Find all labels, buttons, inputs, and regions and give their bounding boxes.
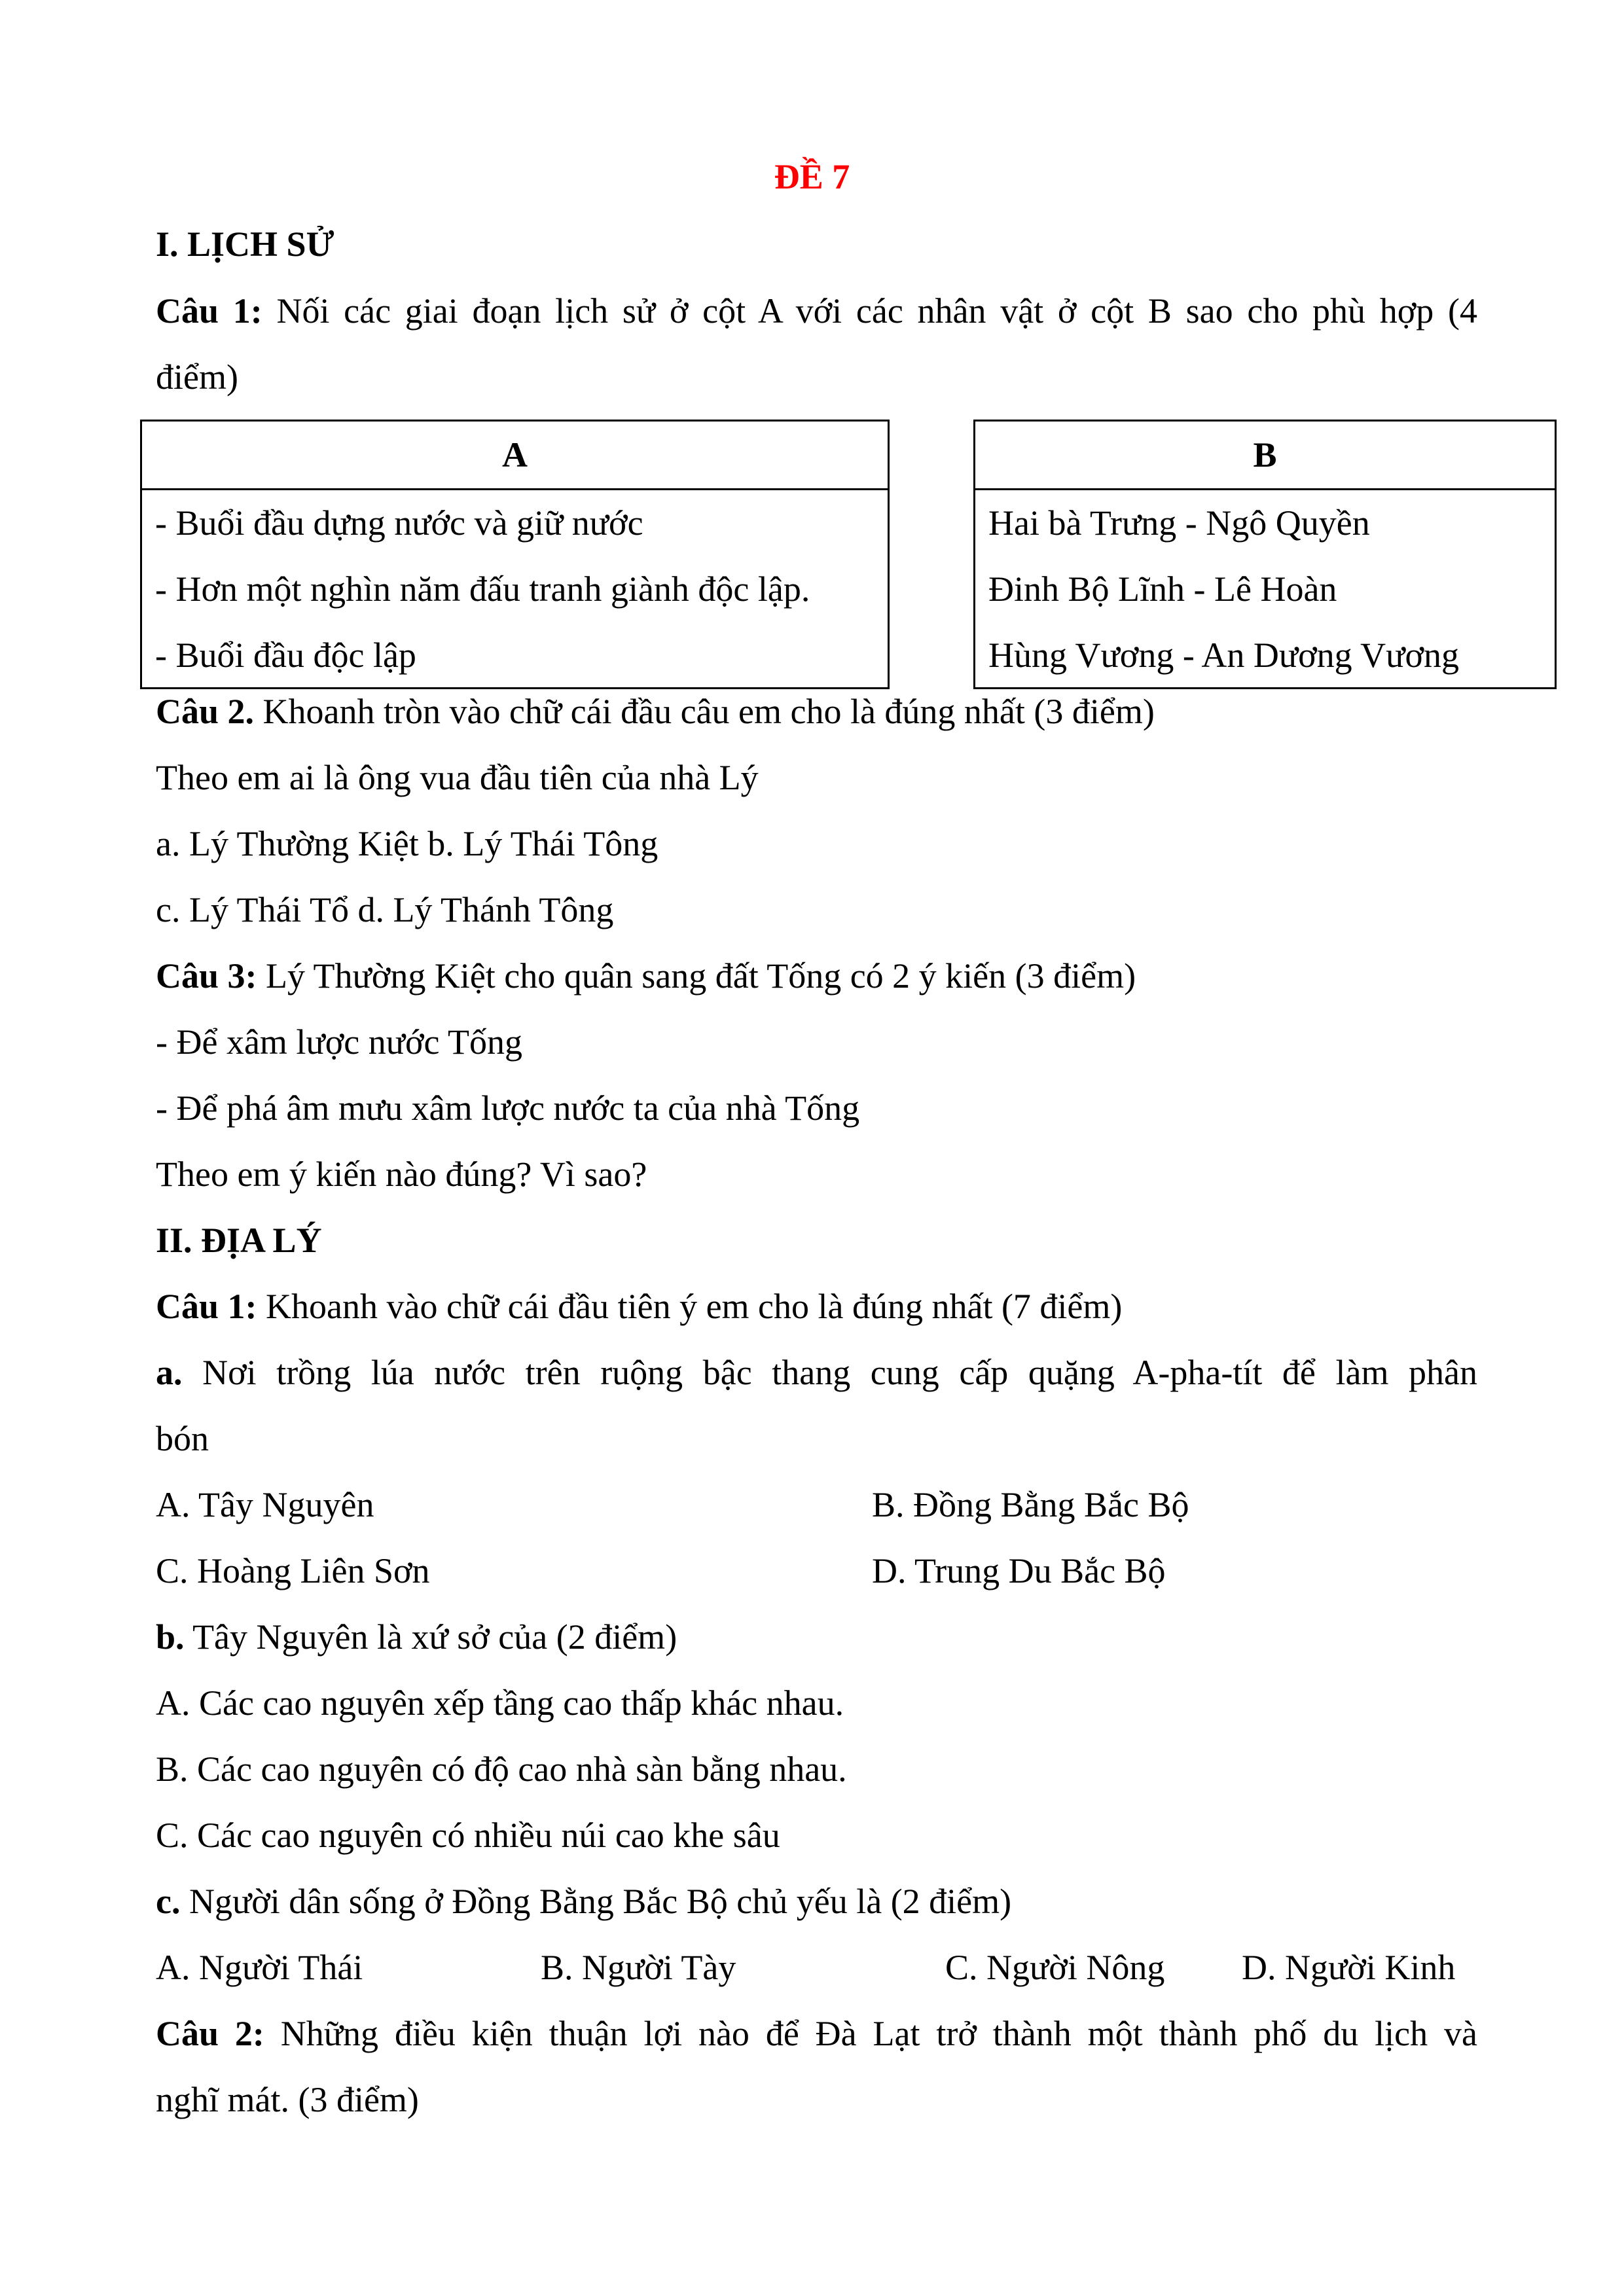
table-b-row: Hùng Vương - An Dương Vương: [988, 636, 1460, 675]
s1-q2-question: Theo em ai là ông vua đầu tiên của nhà Lý: [156, 758, 759, 797]
table-b-row: Đinh Bộ Lĩnh - Lê Hoàn: [988, 569, 1337, 609]
section-2-heading: [156, 1208, 1477, 1274]
question-text: Những điều kiện thuận lợi nào để Đà Lạt trở thành một thành phố du lịch và: [264, 2014, 1477, 2053]
table-a-header: A: [142, 422, 888, 490]
s2-q1a-line2: bón: [156, 1419, 209, 1458]
section-1-heading: [156, 211, 1477, 278]
question-label: c.: [156, 1882, 181, 1921]
s1-q1-line2: điểm): [156, 357, 238, 397]
question-label: b.: [156, 1617, 185, 1657]
table-column-a: [140, 420, 890, 689]
option: C. Hoàng Liên Sơn: [156, 1551, 430, 1590]
s1-q2-options: a. Lý Thường Kiệt b. Lý Thái Tông: [156, 824, 659, 863]
option: C. Các cao nguyên có nhiều núi cao khe sâu: [156, 1816, 780, 1855]
question-text: Khoanh vào chữ cái đầu tiên ý em cho là đúng nhất (7 điểm): [257, 1287, 1123, 1326]
s2-q1c: [156, 1869, 1477, 1935]
table-a-row: - Hơn một nghìn năm đấu tranh giành độc lập.: [155, 569, 810, 609]
option: A. Người Thái: [156, 1948, 363, 1987]
question-label: Câu 1:: [156, 1287, 257, 1326]
s1-q3-opinion: - Để xâm lược nước Tống: [156, 1022, 523, 1062]
s2-q1a-options-row: [156, 1472, 1477, 1538]
table-b-header: B: [975, 422, 1555, 490]
heading-text: II. ĐỊA LÝ: [156, 1221, 322, 1260]
s2-q1b: [156, 1604, 1477, 1670]
option: A. Tây Nguyên: [156, 1485, 374, 1524]
option: B. Người Tày: [541, 1948, 736, 1987]
table-b-row: Hai bà Trưng - Ngô Quyền: [988, 503, 1370, 543]
s2-q2-line1: [156, 2001, 1477, 2067]
s2-q1a-line1: [156, 1340, 1477, 1406]
question-text: Nối các giai đoạn lịch sử ở cột A với các nhân vật ở cột B sao cho phù hợp (4: [262, 291, 1477, 331]
table-column-b: [973, 420, 1557, 689]
s1-q3: [156, 943, 1477, 1009]
question-text: Tây Nguyên là xứ sở của (2 điểm): [184, 1617, 677, 1657]
question-text: Người dân sống ở Đồng Bằng Bắc Bộ chủ yếu là (2 điểm): [180, 1882, 1012, 1921]
question-text: Lý Thường Kiệt cho quân sang đất Tống có 2 ý kiến (3 điểm): [257, 956, 1136, 996]
table-a-row: - Buổi đầu dựng nước và giữ nước: [155, 503, 643, 543]
s1-q2-options: c. Lý Thái Tổ d. Lý Thánh Tông: [156, 890, 614, 929]
exam-title: ĐỀ 7: [774, 157, 850, 196]
question-label: Câu 1:: [156, 291, 262, 331]
option: B. Đồng Bằng Bắc Bộ: [872, 1485, 1189, 1524]
question-label: Câu 2:: [156, 2014, 264, 2053]
option: C. Người Nông: [945, 1948, 1165, 1987]
s2-q2-line2: nghĩ mát. (3 điểm): [156, 2080, 419, 2119]
option: D. Người Kinh: [1242, 1948, 1456, 1987]
s2-q1c-options-row: [156, 1935, 1477, 2001]
question-label: Câu 2.: [156, 692, 255, 731]
heading-text: I. LỊCH SỬ: [156, 224, 334, 264]
s1-q3-question: Theo em ý kiến nào đúng? Vì sao?: [156, 1155, 647, 1194]
s2-q1: [156, 1274, 1477, 1340]
question-label: Câu 3:: [156, 956, 257, 996]
s1-q3-opinion: - Để phá âm mưu xâm lược nước ta của nhà Tống: [156, 1088, 860, 1128]
question-text: Nơi trồng lúa nước trên ruộng bậc thang cung cấp quặng A-pha-tít để làm phân: [182, 1353, 1477, 1392]
question-label: a.: [156, 1353, 183, 1392]
option: D. Trung Du Bắc Bộ: [872, 1551, 1166, 1590]
s2-q1a-options-row: [156, 1538, 1477, 1604]
option: B. Các cao nguyên có độ cao nhà sàn bằng nhau.: [156, 1749, 847, 1789]
s1-q2: [156, 679, 1477, 745]
option: A. Các cao nguyên xếp tầng cao thấp khác nhau.: [156, 1683, 844, 1723]
question-text: Khoanh tròn vào chữ cái đầu câu em cho là đúng nhất (3 điểm): [254, 692, 1155, 731]
table-a-row: - Buổi đầu độc lập: [155, 636, 416, 675]
s1-q1-line1: [156, 278, 1477, 344]
